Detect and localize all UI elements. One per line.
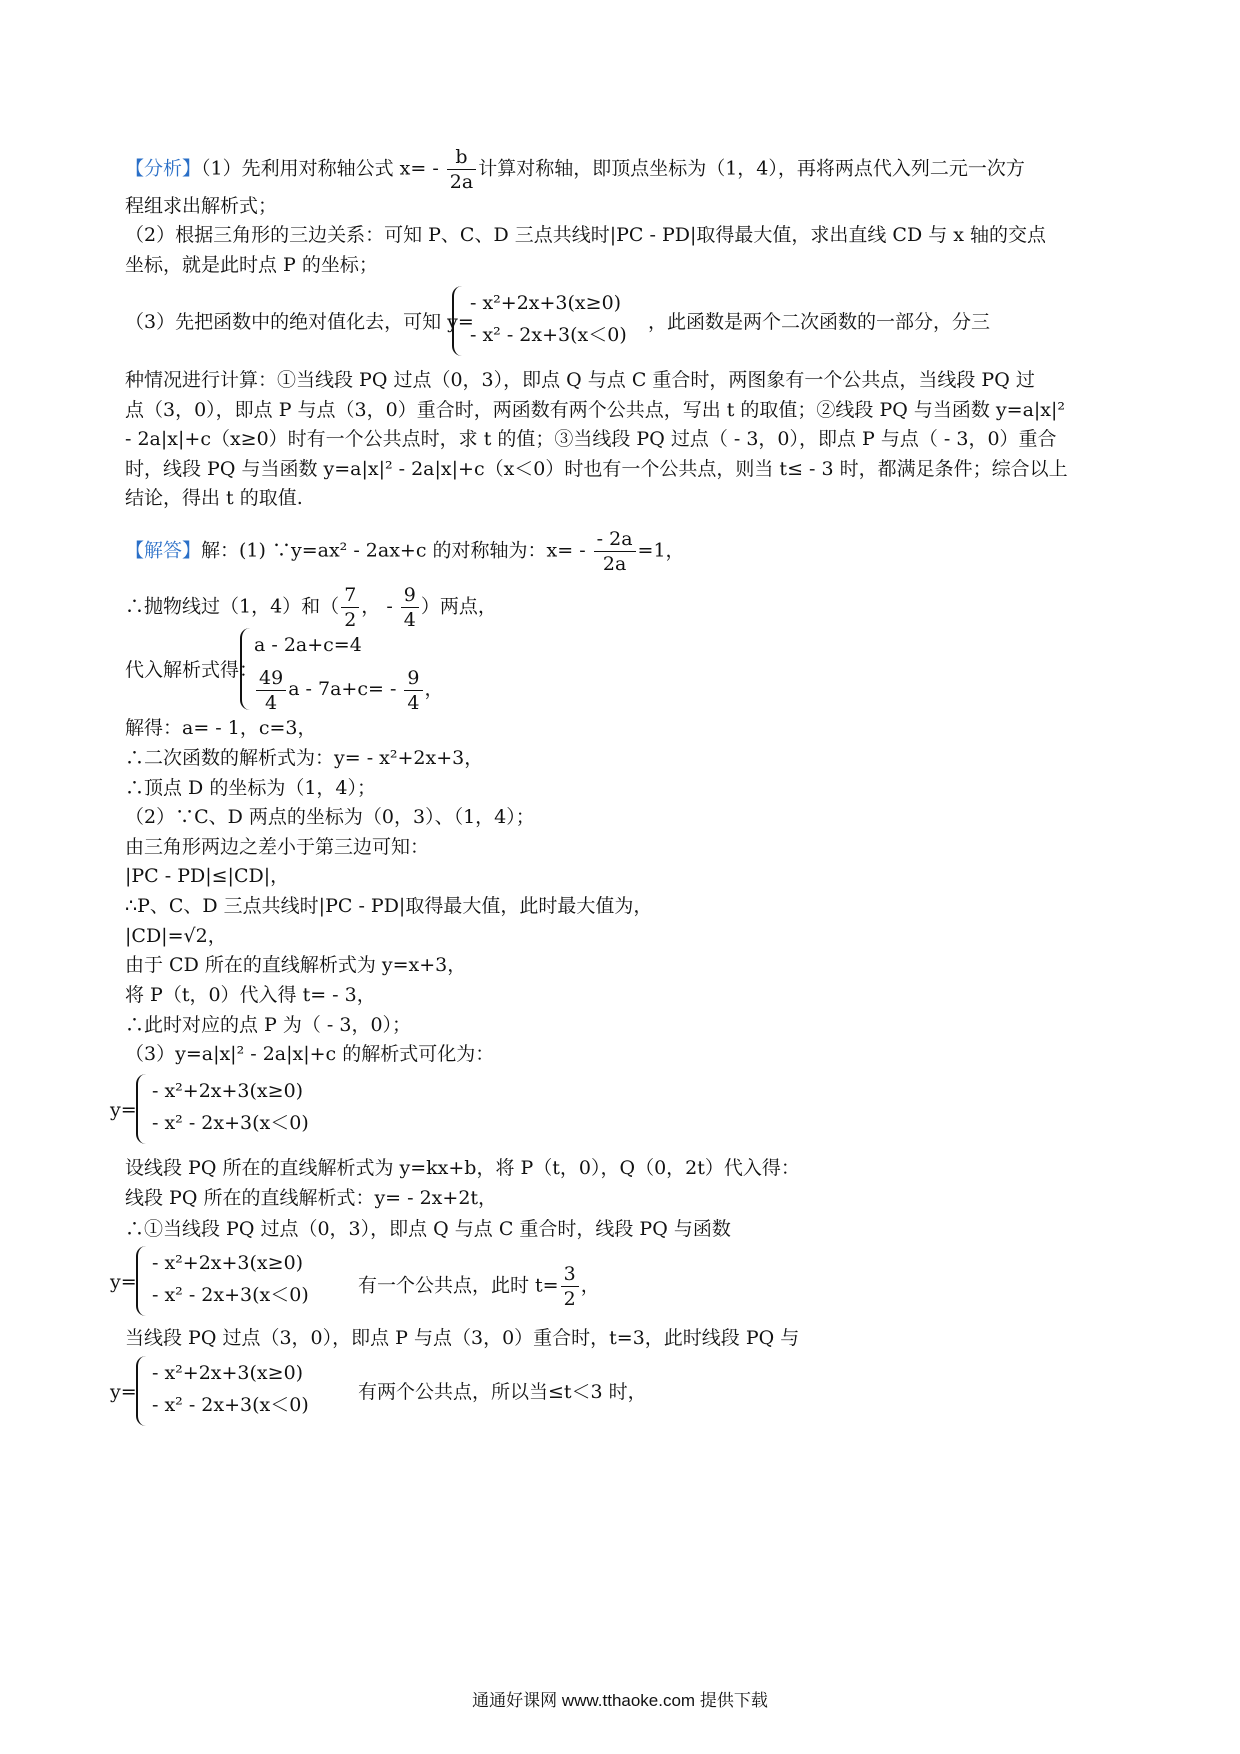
text: 计算对称轴，即顶点坐标为（1，4），再将两点代入列二元一次方 xyxy=(478,157,1025,180)
y-label: y= xyxy=(110,1099,137,1121)
text: ）两点， xyxy=(420,595,497,618)
analysis-line-3: （2）根据三角形的三边关系：可知 P、C、D 三点共线时|PC - PD|取得最大值，求出直线 CD 与 x 轴的交点 xyxy=(125,224,1047,246)
frac-den: 2a xyxy=(602,553,627,575)
y-label: y= xyxy=(110,1381,137,1403)
brace xyxy=(452,286,468,356)
frac-den: 4 xyxy=(403,609,416,631)
system-row: - x² - 2x+3(x＜0) xyxy=(152,1112,309,1134)
piecewise-system-3 xyxy=(152,1244,309,1314)
analysis-line-4: 坐标，就是此时点 P 的坐标； xyxy=(125,254,378,276)
equation-system xyxy=(254,626,444,714)
frac-num: b xyxy=(447,145,476,170)
text: ， - xyxy=(361,595,399,618)
analysis-line-9: 时，线段 PQ 与当函数 y=a|x|² - 2a|x|+c（x＜0）时也有一个公共点，则当 t≤ - 3 时，都满足条件；综合以上 xyxy=(125,458,1068,480)
fraction xyxy=(561,1262,579,1311)
text: a - 7a+c= - xyxy=(288,678,403,700)
system-row: - x²+2x+3(x≥0) xyxy=(152,1252,304,1274)
answer-line-19 xyxy=(358,1262,600,1311)
frac-num: 9 xyxy=(401,583,419,608)
frac-num: 49 xyxy=(256,666,286,691)
answer-line-17: 线段 PQ 所在的直线解析式：y= - 2x+2t， xyxy=(125,1187,498,1209)
system-row: - x² - 2x+3(x＜0) xyxy=(152,1284,309,1306)
text: ， xyxy=(424,678,444,700)
text: （1）先利用对称轴公式 x= - xyxy=(201,157,445,180)
answer-line-9: |PC - PD|≤|CD|， xyxy=(125,865,290,887)
answer-line-11: |CD|=√2， xyxy=(125,925,227,947)
system-row: a - 2a+c=4 xyxy=(254,634,362,656)
frac-num: 3 xyxy=(561,1262,579,1287)
answer-line-3: 代入解析式得： xyxy=(125,659,259,681)
brace xyxy=(136,1246,152,1316)
frac-den: 4 xyxy=(265,691,278,714)
system-row xyxy=(254,664,444,714)
analysis-line-2: 程组求出解析式； xyxy=(125,195,278,217)
analysis-line-5a: （3）先把函数中的绝对值化去，可知 y= xyxy=(125,311,474,333)
fraction xyxy=(256,666,286,715)
piecewise-system-2 xyxy=(152,1072,309,1142)
analysis-tag: 【分析】 xyxy=(125,157,202,180)
analysis-line-5b: ，此函数是两个二次函数的一部分，分三 xyxy=(648,311,991,333)
text: 有一个公共点，此时 t= xyxy=(358,1274,559,1297)
analysis-line-1 xyxy=(125,145,1025,194)
analysis-line-10: 结论，得出 t 的取值. xyxy=(125,487,303,509)
frac-num: 9 xyxy=(404,666,422,691)
text: 解：(1) ∵y=ax² - 2ax+c 的对称轴为：x= - xyxy=(201,539,592,562)
answer-line-6: ∴顶点 D 的坐标为（1，4）； xyxy=(125,777,376,799)
fraction xyxy=(404,666,422,715)
answer-line-10: ∴P、C、D 三点共线时|PC - PD|取得最大值，此时最大值为， xyxy=(125,895,653,917)
answer-line-8: 由三角形两边之差小于第三边可知： xyxy=(125,836,430,858)
system-row: - x² - 2x+3(x＜0) xyxy=(152,1394,309,1416)
system-row: - x²+2x+3(x≥0) xyxy=(470,292,622,314)
frac-num: 7 xyxy=(341,583,359,608)
piecewise-system-4 xyxy=(152,1354,309,1424)
frac-den: 2 xyxy=(563,1288,576,1310)
answer-line-2 xyxy=(125,583,497,632)
brace xyxy=(136,1074,152,1144)
answer-line-21: 有两个公共点，所以当≤t＜3 时， xyxy=(358,1381,647,1403)
analysis-line-8: - 2a|x|+c（x≥0）时有一个公共点时，求 t 的值；③当线段 PQ 过点（ - 3，0），即点 P 与点（ - 3，0）重合 xyxy=(125,428,1057,450)
answer-line-7: （2）∵C、D 两点的坐标为（0，3）、（1，4）； xyxy=(125,806,535,828)
answer-line-12: 由于 CD 所在的直线解析式为 y=x+3， xyxy=(125,954,467,976)
frac-den: 4 xyxy=(407,691,420,714)
fraction xyxy=(341,583,359,632)
text: ∴抛物线过（1，4）和（ xyxy=(125,595,340,618)
text: =1， xyxy=(637,539,685,562)
answer-line-5: ∴二次函数的解析式为：y= - x²+2x+3， xyxy=(125,747,484,769)
analysis-line-6: 种情况进行计算：①当线段 PQ 过点（0，3），即点 Q 与点 C 重合时，两图象有一个公共点，当线段 PQ 过 xyxy=(125,369,1035,391)
piecewise-system-1 xyxy=(470,284,627,354)
answer-line-16: 设线段 PQ 所在的直线解析式为 y=kx+b，将 P（t，0），Q（0，2t）代入得： xyxy=(125,1157,800,1179)
answer-line-1 xyxy=(125,527,685,576)
text: ， xyxy=(580,1274,600,1297)
fraction-b-over-2a xyxy=(447,145,476,194)
fraction xyxy=(594,527,636,576)
footer: 通通好课网 www.tthaoke.com 提供下载 xyxy=(472,1691,768,1710)
system-row: - x²+2x+3(x≥0) xyxy=(152,1362,304,1384)
system-row: - x²+2x+3(x≥0) xyxy=(152,1080,304,1102)
answer-line-15: （3）y=a|x|² - 2a|x|+c 的解析式可化为： xyxy=(125,1043,495,1065)
frac-den: 2 xyxy=(344,609,357,631)
fraction xyxy=(401,583,419,632)
frac-den: 2a xyxy=(449,171,474,193)
brace xyxy=(136,1356,152,1426)
answer-line-4: 解得：a= - 1，c=3， xyxy=(125,717,317,739)
answer-line-18: ∴①当线段 PQ 过点（0，3），即点 Q 与点 C 重合时，线段 PQ 与函数 xyxy=(125,1218,731,1240)
answer-tag: 【解答】 xyxy=(125,539,202,562)
analysis-line-7: 点（3，0），即点 P 与点（3，0）重合时，两函数有两个公共点，写出 t 的取值；②线段 PQ 与当函数 y=a|x|² xyxy=(125,399,1066,421)
y-label: y= xyxy=(110,1271,137,1293)
frac-num: - 2a xyxy=(594,527,636,552)
answer-line-13: 将 P（t，0）代入得 t= - 3， xyxy=(125,984,376,1006)
answer-line-20: 当线段 PQ 过点（3，0），即点 P 与点（3，0）重合时，t=3，此时线段 PQ 与 xyxy=(125,1327,800,1349)
system-row: - x² - 2x+3(x＜0) xyxy=(470,324,627,346)
answer-line-14: ∴此时对应的点 P 为（ - 3，0）； xyxy=(125,1014,412,1036)
